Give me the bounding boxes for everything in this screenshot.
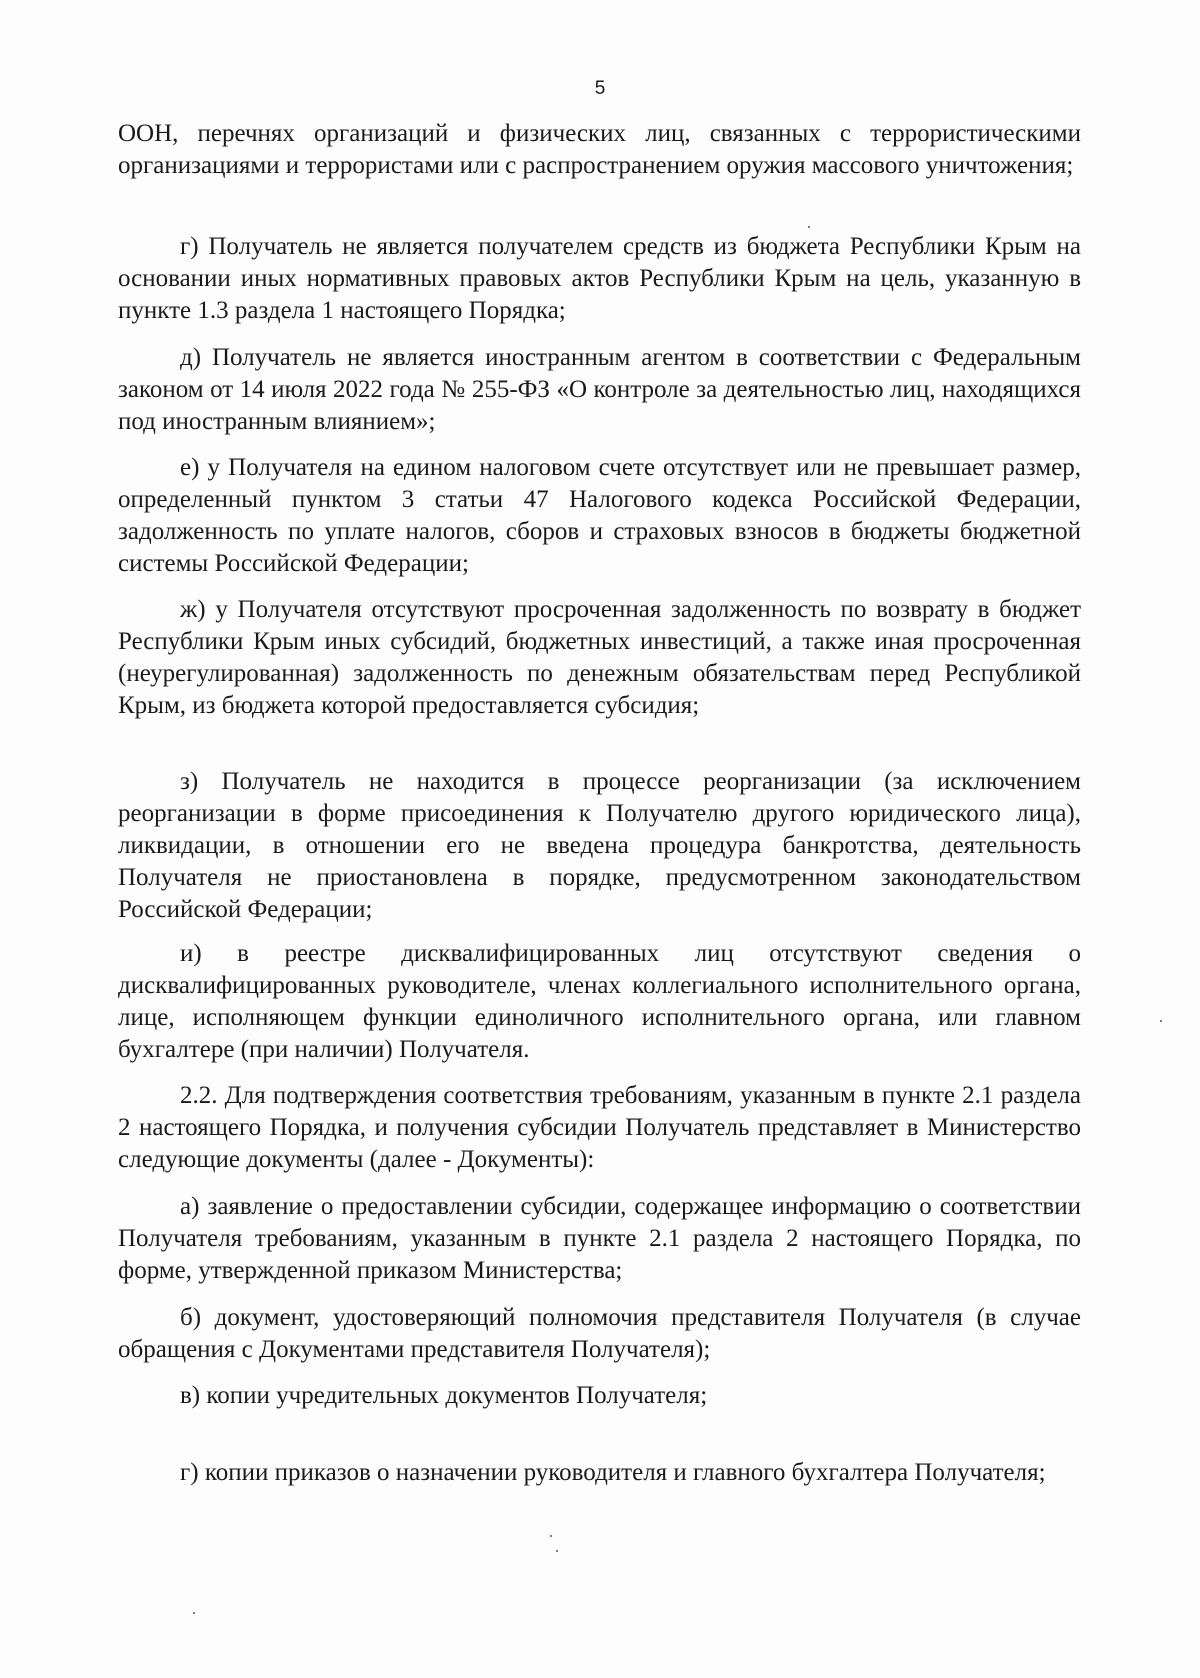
paragraph-continuation: ООН, перечнях организаций и физических лиц, связанных с террористическими организациями и террористами или с распространением оружия массового уничтожения; [118,120,1081,179]
paragraph-item-zh: ж) у Получателя отсутствуют просроченная задолженность по возврату в бюджет Республики Крым иных субсидий, бюджетных инвестиций, а также иная просроченная (неурегулированная) задолженность по денежным обязательствам перед Республикой Крым, из бюджета которой предоставляется субсидия; [118,596,1081,719]
paragraph-item-g2: г) копии приказов о назначении руководителя и главного бухгалтера Получателя; [180,1459,1046,1486]
paragraph-item-i: и) в реестре дисквалифицированных лиц отсутствуют сведения о дисквалифицированных руководителе, членах коллегиального исполнительного органа, лице, исполняющем функции единоличного исполнительного органа, или главном бухгалтере (при наличии) Получателя. [118,940,1081,1063]
paragraph-item-v: в) копии учредительных документов Получателя; [180,1382,708,1409]
paragraph-item-d: д) Получатель не является иностранным агентом в соответствии с Федеральным законом от 14 июля 2022 года № 255-ФЗ «О контроле за деятельностью лиц, находящихся под иностранным влиянием»; [118,344,1081,435]
paragraph-2-2: 2.2. Для подтверждения соответствия требованиям, указанным в пункте 2.1 раздела 2 настоящего Порядка, и получения субсидии Получатель представляет в Министерство следующие документы (далее - Документы): [118,1082,1081,1173]
scan-speck [193,1612,195,1614]
paragraph-item-e: е) у Получателя на едином налоговом счете отсутствует или не превышает размер, определенный пунктом 3 статьи 47 Налогового кодекса Российской Федерации, задолженность по уплате налогов, сборов и страховых взносов в бюджеты бюджетной системы Российской Федерации; [118,454,1081,577]
page-number: 5 [594,78,606,99]
scan-speck [556,1550,558,1552]
paragraph-item-z: з) Получатель не находится в процессе реорганизации (за исключением реорганизации в форме присоединения к Получателю другого юридического лица), ликвидации, в отношении его не введена процедура банкротства, деятельность Получателя не приостановлена в порядке, предусмотренном законодательством Российской Федерации; [118,768,1081,923]
scan-speck [550,1535,552,1537]
paragraph-item-g: г) Получатель не является получателем средств из бюджета Республики Крым на основании иных нормативных правовых актов Республики Крым на цель, указанную в пункте 1.3 раздела 1 настоящего Порядка; [118,233,1081,324]
paragraph-item-a: а) заявление о предоставлении субсидии, содержащее информацию о соответствии Получателя требованиям, указанным в пункте 2.1 раздела 2 настоящего Порядка, по форме, утвержденной приказом Министерства; [118,1193,1081,1284]
paragraph-item-b: б) документ, удостоверяющий полномочия представителя Получателя (в случае обращения с Документами представителя Получателя); [118,1304,1081,1363]
scan-speck [1160,1020,1162,1022]
scan-speck [808,226,810,228]
